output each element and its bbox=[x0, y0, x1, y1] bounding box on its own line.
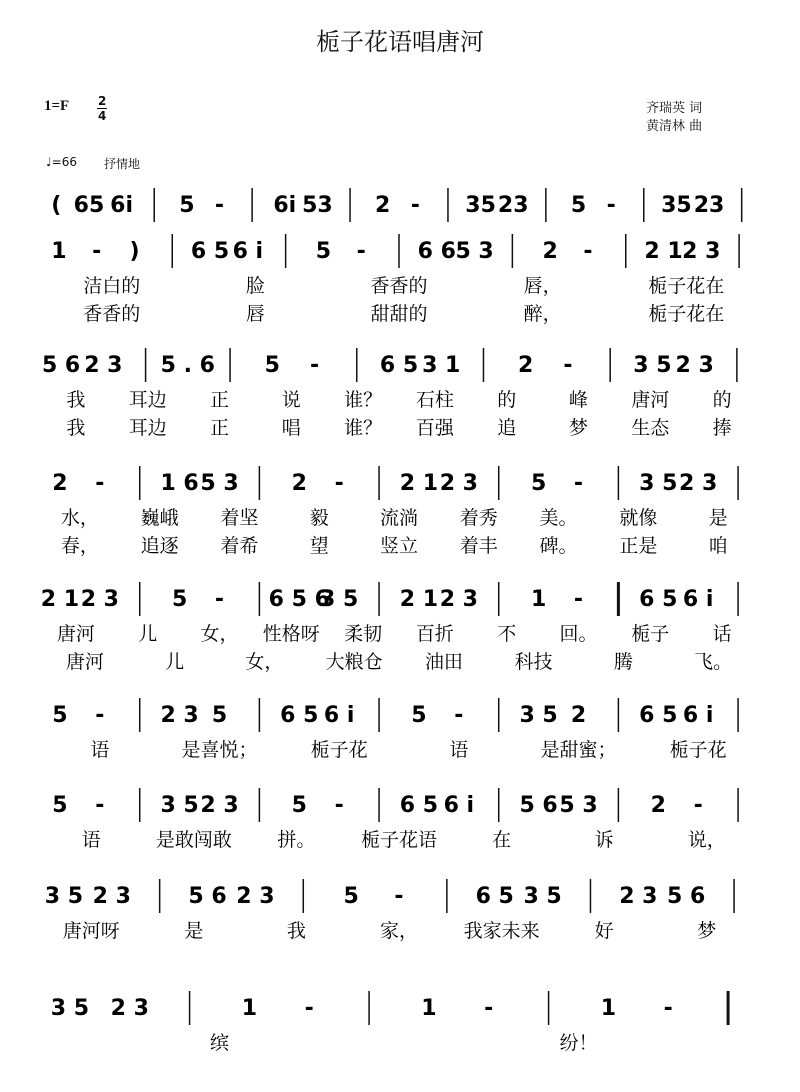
lyric-syllable: 在 bbox=[492, 829, 512, 851]
lyric-syllable: 栀子花语 bbox=[360, 829, 438, 851]
note-group: 3 5 bbox=[160, 793, 199, 818]
note-group: 5 3 bbox=[559, 793, 598, 818]
lyric-syllable: 碑。 bbox=[539, 535, 578, 557]
lyric-syllable: 是喜悦； bbox=[181, 739, 258, 761]
lyric-syllable: 耳边 bbox=[128, 417, 167, 439]
note-group: 6 5 bbox=[639, 703, 678, 728]
lyric-syllable: 香香的 bbox=[83, 303, 141, 325]
note-group: - bbox=[309, 353, 320, 378]
lyric-syllable: 我 bbox=[66, 417, 86, 439]
lyric-syllable: 缤 bbox=[209, 1032, 230, 1054]
lyric-syllable: 梦 bbox=[568, 417, 589, 439]
lyric-syllable: 是 bbox=[708, 507, 728, 529]
note-group: - bbox=[693, 793, 703, 818]
lyric-syllable: 追 bbox=[497, 417, 517, 439]
lyric-syllable: 春， bbox=[60, 535, 99, 557]
note-group: - bbox=[583, 239, 593, 264]
lyric-syllable: 是甜蜜； bbox=[540, 739, 617, 761]
note-group: 5 . 6 bbox=[160, 353, 215, 378]
note-group: - bbox=[304, 996, 314, 1021]
note-group: 6 5 bbox=[639, 587, 678, 612]
note-group: 2 3 bbox=[80, 587, 119, 612]
lyric-syllable: 望 bbox=[309, 535, 329, 557]
note-group: 6 5 bbox=[399, 793, 439, 818]
lyric-syllable: 是 bbox=[184, 920, 204, 942]
lyric-syllable: 着希 bbox=[220, 535, 259, 557]
time-signature-bottom: 4 bbox=[98, 109, 107, 123]
note-group: 1 bbox=[421, 996, 437, 1021]
note-group: 6 5 bbox=[475, 884, 514, 909]
lyric-syllable: 语 bbox=[90, 739, 110, 761]
note-group: 5 bbox=[179, 193, 195, 218]
lyric-syllable: 女， bbox=[245, 651, 284, 673]
lyric-syllable: 栀子花在 bbox=[648, 275, 725, 297]
lyric-syllable: 流淌 bbox=[379, 507, 419, 529]
note-group: 2 3 bbox=[682, 239, 721, 264]
lyric-syllable: 百折 bbox=[415, 623, 454, 645]
note-group: 2 3 bbox=[110, 996, 149, 1021]
note-group: 23 bbox=[693, 193, 725, 218]
note-group: 2 bbox=[650, 793, 666, 818]
note-group: 5 bbox=[171, 587, 188, 612]
note-group: 6 i bbox=[323, 703, 355, 728]
lyric-syllable: 语 bbox=[449, 739, 469, 761]
lyric-syllable: 百强 bbox=[415, 417, 454, 439]
note-group: 5 bbox=[570, 193, 587, 218]
lyric-syllable: 语 bbox=[81, 829, 101, 851]
lyric-syllable: 唇， bbox=[523, 275, 562, 297]
lyric-syllable: 水， bbox=[60, 507, 99, 529]
lyric-syllable: 回。 bbox=[559, 623, 598, 645]
lyric-syllable: 油田 bbox=[424, 651, 463, 673]
note-group: ) bbox=[129, 239, 140, 264]
lyric-syllable: 话 bbox=[712, 623, 732, 645]
note-group: 5 3 bbox=[200, 471, 239, 496]
lyric-syllable: 醉， bbox=[523, 303, 562, 325]
lyric-syllable: 生态 bbox=[631, 417, 670, 439]
lyric-syllable: 飞。 bbox=[694, 651, 733, 673]
lyric-syllable: 石柱 bbox=[415, 389, 454, 411]
lyric-syllable: 耳边 bbox=[128, 389, 167, 411]
lyric-syllable: 腾 bbox=[613, 651, 633, 673]
lyric-syllable: 不 bbox=[497, 623, 517, 645]
lyric-syllable: 纷！ bbox=[559, 1032, 598, 1054]
note-group: 53 bbox=[302, 193, 333, 218]
lyric-syllable: 儿 bbox=[138, 623, 158, 645]
note-group: 2 bbox=[375, 193, 391, 218]
note-group: - bbox=[95, 703, 105, 728]
note-group: 2 3 bbox=[160, 703, 199, 728]
note-group: 23 bbox=[497, 193, 529, 218]
note-group: - bbox=[334, 793, 344, 818]
note-group: 2 1 bbox=[40, 587, 80, 612]
lyric-syllable: 美。 bbox=[539, 507, 578, 529]
note-group: 2 3 bbox=[236, 884, 275, 909]
lyric-syllable: 唱 bbox=[281, 417, 301, 439]
lyric-syllable: 峰 bbox=[568, 389, 589, 411]
lyric-syllable: 说， bbox=[687, 829, 726, 851]
lyric-syllable: 脸 bbox=[245, 275, 265, 297]
note-group: 3 5 bbox=[519, 703, 558, 728]
note-group: 2 3 bbox=[439, 471, 478, 496]
note-group: 3 1 bbox=[422, 353, 461, 378]
note-group: 6i bbox=[110, 193, 134, 218]
note-group: - bbox=[606, 193, 616, 218]
note-group: 3 5 bbox=[320, 587, 359, 612]
note-group: 5 bbox=[411, 703, 427, 728]
note-group: - bbox=[484, 996, 494, 1021]
lyric-syllable: 追逐 bbox=[140, 535, 179, 557]
lyric-syllable: 我家未来 bbox=[463, 920, 540, 942]
note-group: 5 6 bbox=[519, 793, 558, 818]
lyric-syllable: 正是 bbox=[619, 535, 658, 557]
note-group: 5 bbox=[291, 793, 307, 818]
lyric-syllable: 性格呀 bbox=[262, 623, 320, 645]
note-group: 2 3 bbox=[675, 353, 714, 378]
note-group: - bbox=[663, 996, 673, 1021]
note-group: - bbox=[95, 471, 105, 496]
time-signature-top: 2 bbox=[98, 94, 107, 108]
note-group: 2 bbox=[570, 703, 587, 728]
note-group: 5 6 bbox=[667, 884, 706, 909]
lyric-syllable: 就像 bbox=[619, 507, 658, 529]
note-group: - bbox=[454, 703, 464, 728]
lyric-syllable: 大粮仓 bbox=[325, 651, 383, 673]
note-group: - bbox=[573, 471, 584, 496]
lyric-syllable: 拼。 bbox=[277, 829, 316, 851]
note-group: 5 6 bbox=[41, 353, 81, 378]
note-group: 2 1 bbox=[399, 587, 439, 612]
lyric-syllable: 儿 bbox=[165, 651, 185, 673]
note-group: 1 6 bbox=[160, 471, 199, 496]
note-group: 5 bbox=[211, 703, 228, 728]
expression-marking: 抒情地 bbox=[104, 157, 141, 171]
note-group: 6 i bbox=[682, 587, 714, 612]
lyric-syllable: 着秀 bbox=[459, 507, 498, 529]
note-group: 1 bbox=[600, 996, 617, 1021]
note-group: - bbox=[92, 239, 102, 264]
note-group: - bbox=[410, 193, 420, 218]
note-group: 6 i bbox=[232, 239, 264, 264]
note-group: 2 bbox=[291, 471, 307, 496]
composer: 黄清林 曲 bbox=[646, 119, 703, 134]
lyric-syllable: 巍峨 bbox=[140, 507, 179, 529]
lyric-syllable: 唐河 bbox=[631, 389, 670, 411]
note-group: 3 5 bbox=[633, 353, 672, 378]
lyricist: 齐瑞英 词 bbox=[646, 101, 703, 116]
lyric-syllable: 谁？ bbox=[344, 417, 383, 439]
lyric-syllable: 栀子 bbox=[631, 623, 670, 645]
note-group: 6 5 bbox=[190, 239, 230, 264]
lyric-syllable: 谁？ bbox=[344, 389, 383, 411]
note-group: - bbox=[563, 353, 573, 378]
note-group: 6 5 bbox=[280, 703, 319, 728]
lyric-syllable: 香香的 bbox=[370, 275, 428, 297]
note-group: 1 bbox=[530, 587, 547, 612]
lyric-syllable: 毅 bbox=[309, 507, 329, 529]
lyric-syllable: 的 bbox=[712, 389, 732, 411]
lyric-syllable: 家， bbox=[379, 920, 419, 942]
page-title: 栀子花语唱唐河 bbox=[316, 28, 484, 56]
note-group: 2 bbox=[52, 471, 68, 496]
note-group: - bbox=[356, 239, 366, 264]
lyric-syllable: 捧 bbox=[712, 417, 732, 439]
note-group: 6 i bbox=[682, 703, 714, 728]
note-group: 3 5 bbox=[44, 884, 84, 909]
note-group: 2 3 bbox=[200, 793, 239, 818]
lyric-syllable: 甜甜的 bbox=[370, 303, 428, 325]
note-group: 2 1 bbox=[399, 471, 439, 496]
note-group: 2 1 bbox=[644, 239, 683, 264]
note-group: 6i bbox=[273, 193, 297, 218]
note-group: 65 bbox=[73, 193, 105, 218]
note-group: 5 bbox=[343, 884, 359, 909]
lyric-syllable: 着丰 bbox=[459, 535, 498, 557]
note-group: 5 bbox=[264, 353, 280, 378]
note-group: - bbox=[214, 587, 225, 612]
lyric-syllable: 我 bbox=[286, 920, 306, 942]
note-group: - bbox=[214, 193, 225, 218]
lyric-syllable: 是敢闯敢 bbox=[155, 829, 232, 851]
note-group: 35 bbox=[661, 193, 692, 218]
key-signature: 1=F bbox=[44, 98, 70, 114]
note-group: 3 5 bbox=[523, 884, 562, 909]
note-group: 5 bbox=[530, 471, 547, 496]
lyric-syllable: 着坚 bbox=[220, 507, 259, 529]
note-group: - bbox=[573, 587, 584, 612]
note-group: 2 bbox=[518, 353, 534, 378]
note-group: 5 bbox=[52, 793, 68, 818]
note-group: 6 6 bbox=[417, 239, 456, 264]
note-group: 5 bbox=[315, 239, 332, 264]
note-group: 2 3 bbox=[92, 884, 131, 909]
note-group: 2 3 bbox=[439, 587, 478, 612]
lyric-syllable: 唇 bbox=[245, 303, 265, 325]
lyric-syllable: 唐河 bbox=[65, 651, 104, 673]
lyric-syllable: 女， bbox=[200, 623, 239, 645]
lyric-syllable: 我 bbox=[66, 389, 86, 411]
lyric-syllable: 正 bbox=[209, 389, 230, 411]
lyric-syllable: 诉 bbox=[594, 829, 614, 851]
note-group: - bbox=[394, 884, 404, 909]
note-group: 5 6 bbox=[188, 884, 227, 909]
lyric-syllable: 竖立 bbox=[379, 535, 419, 557]
note-group: ( bbox=[51, 193, 62, 218]
note-group: 1 bbox=[51, 239, 67, 264]
lyric-syllable: 栀子花 bbox=[310, 739, 368, 761]
lyric-syllable: 栀子花在 bbox=[648, 303, 725, 325]
lyric-syllable: 科技 bbox=[514, 651, 553, 673]
lyric-syllable: 唐河呀 bbox=[62, 920, 120, 942]
note-group: 6 5 6 bbox=[268, 587, 330, 612]
note-group: 3 5 bbox=[50, 996, 90, 1021]
lyric-syllable: 洁白的 bbox=[83, 275, 141, 297]
note-group: 6 5 bbox=[379, 353, 419, 378]
lyric-syllable: 唐河 bbox=[56, 623, 95, 645]
note-group: 2 3 bbox=[84, 353, 123, 378]
note-group: - bbox=[95, 793, 105, 818]
note-group: 2 3 bbox=[619, 884, 658, 909]
tempo-marking: ♩=66 bbox=[46, 155, 77, 169]
note-group: 3 5 bbox=[639, 471, 678, 496]
note-group: 35 bbox=[465, 193, 496, 218]
note-group: - bbox=[334, 471, 344, 496]
note-group: 2 3 bbox=[679, 471, 718, 496]
note-group: 5 3 bbox=[455, 239, 494, 264]
note-group: 2 bbox=[542, 239, 558, 264]
lyric-syllable: 的 bbox=[497, 389, 517, 411]
note-group: 1 bbox=[241, 996, 258, 1021]
lyric-syllable: 好 bbox=[594, 920, 614, 942]
lyric-syllable: 正 bbox=[209, 417, 230, 439]
lyric-syllable: 梦 bbox=[697, 920, 717, 942]
lyric-syllable: 咱 bbox=[708, 535, 728, 557]
lyric-syllable: 说 bbox=[281, 389, 301, 411]
note-group: 6 i bbox=[443, 793, 475, 818]
note-group: 5 bbox=[52, 703, 68, 728]
lyric-syllable: 柔韧 bbox=[344, 623, 383, 645]
lyric-syllable: 栀子花 bbox=[669, 739, 727, 761]
